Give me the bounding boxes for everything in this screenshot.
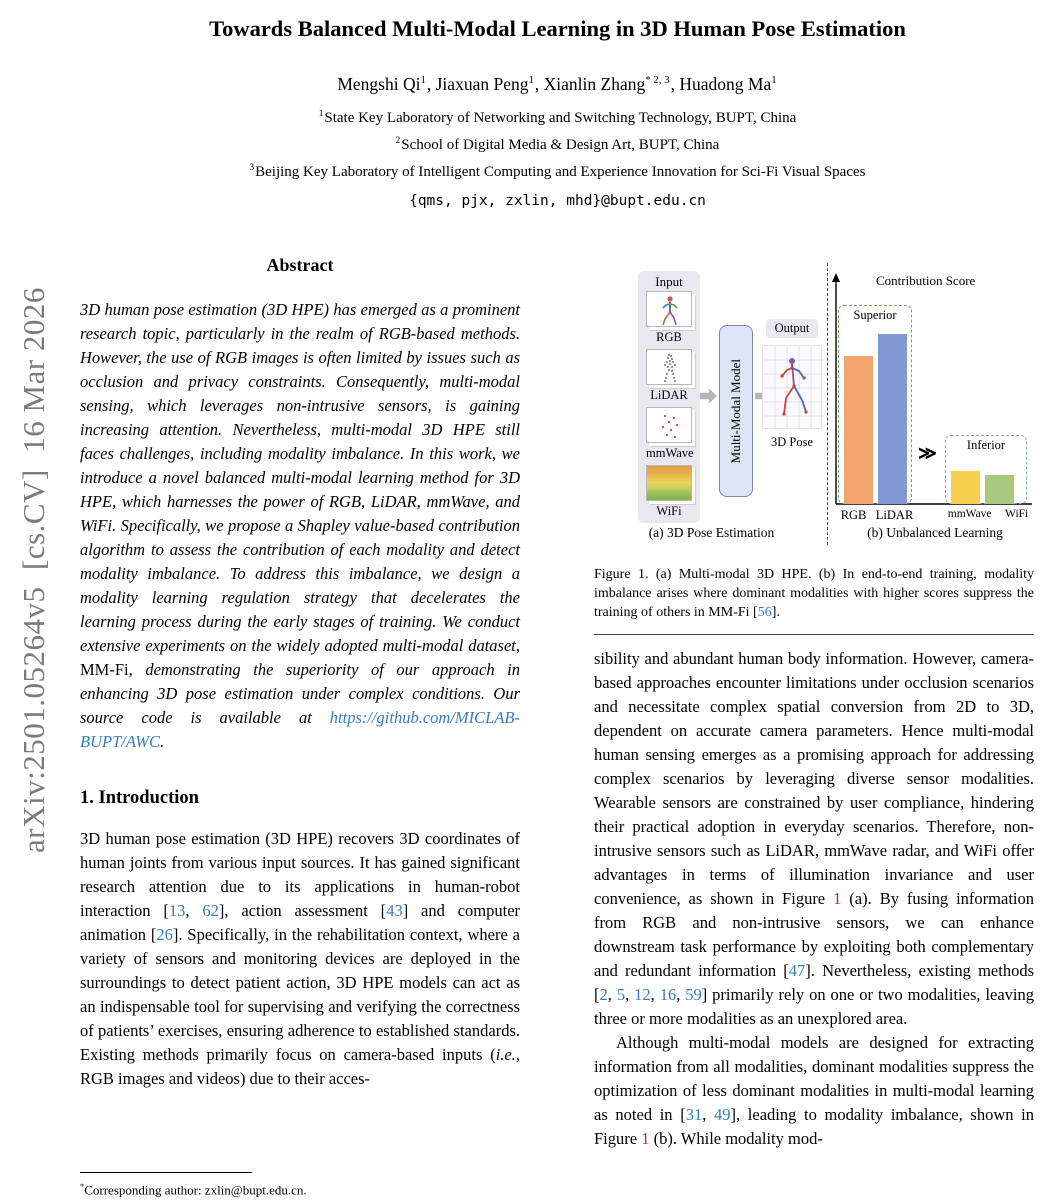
citation-link[interactable]: 59 — [685, 985, 702, 1004]
much-greater-symbol: ≫ — [918, 443, 937, 463]
citation-link[interactable]: 47 — [788, 961, 806, 980]
figure-divider — [827, 263, 828, 545]
bar-label-wifi: WiFi — [1005, 508, 1029, 520]
author-name: Jiaxuan Peng — [435, 74, 529, 94]
author-name: Huadong Ma — [679, 74, 772, 94]
citation-link[interactable]: 16 — [659, 985, 677, 1004]
affiliation-line: $^1$State Key Laboratory of Networking and Switching Technology, BUPT, China — [318, 109, 797, 126]
citation-link[interactable]: 2 — [599, 985, 608, 1004]
lidar-thumbnail — [646, 349, 692, 403]
abstract-paragraph: 3D human pose estimation (3D HPE) has emerged as a prominent research topic, particularly in the realm of RGB-based methods. However, the use of RGB images is often limited by issues such as occlusion and privacy constraints. Consequently, multi-modal sensing, which leverages non-intrusive sensors, is gaining increasing attention. Nevertheless, multi-modal 3D HPE still faces challenges, including modality imbalance. In this work, we introduce a novel balanced multi-modal learning method for 3D HPE, which harnesses the power of RGB, LiDAR, mmWave, and WiFi. Specifically, we propose a Shapley value-based contribution algorithm to assess the contribution of each modality and detect modality imbalance. To address this imbalance, we design a modality learning regulation strategy that decelerates the learning process during the early stages of training. We conduct extensive experiments on the widely adopted multi-modal dataset, MM-Fi, demonstrating the superiority of our approach in enhancing 3D pose estimation under complex conditions. Our source code is available at https://github.com/MICLAB-BUPT/AWC. — [80, 300, 520, 751]
input-panel-label: Input — [655, 274, 683, 289]
multi-modal-model-label: Multi-Modal Model — [728, 358, 743, 464]
right-column — [594, 233, 1034, 1151]
affiliations — [80, 105, 1035, 181]
lidar-sample-image — [646, 349, 692, 385]
arxiv-watermark: arXiv:2501.05264v5 [cs.CV] 16 Mar 2026 — [16, 287, 51, 853]
citation-link[interactable]: 31 — [685, 1105, 703, 1124]
affiliation-line: $^3$Beijing Key Laboratory of Intelligent Computing and Experience Innovation for Sci-Fi Visual Spaces — [249, 163, 866, 180]
lidar-label: LiDAR — [650, 388, 688, 402]
citation-link[interactable]: 49 — [714, 1105, 731, 1124]
citation-link[interactable]: 56 — [757, 605, 772, 620]
bar-label-rgb: RGB — [840, 508, 867, 522]
bar-label-lidar: LiDAR — [875, 508, 914, 522]
footnote — [80, 1172, 520, 1198]
pose-3d-image — [762, 345, 822, 429]
abstract-heading: Abstract — [266, 255, 334, 275]
inferior-bar-labels — [941, 508, 1035, 520]
citation-link[interactable]: 5 — [616, 985, 626, 1004]
inferior-bar-group — [951, 471, 1014, 504]
italic-text: i.e., — [495, 1045, 520, 1064]
figure-1-caption: Figure 1. (a) Multi-modal 3D HPE. (b) In end-to-end training, modality imbalance arises where dominant modalities with higher scores suppress the training of others in MM-Fi [56]. — [594, 567, 1034, 620]
body-paragraph-continuation: sibility and abundant human body information. However, camera-based approaches encounter limitations under occlusion scenarios and necessitate complex spatial conversion from 2D to 3D, dependent on accurate camera parameters. Hence multi-modal human sensing emerges as a promising approach for addressing complex scenarios by leveraging diverse sensor modalities. Wearable sensors are constrained by user compliance, hindering their practical adoption in everyday scenarios. Therefore, non-intrusive sensors such as LiDAR, mmWave radar, and WiFi offer advantages in terms of illumination invariance and user convenience, as shown in Figure 1 (a). By fusing information from RGB and non-intrusive sensors, we can enhance downstream task performance by exploiting both complementary and redundant information [47]. Nevertheless, existing methods [2, 5, 12, 16, 59] primarily rely on one or two modalities, leaving three or more modalities as an unexplored area. — [594, 649, 1035, 1028]
footnote-rule — [80, 1172, 252, 1173]
url-link[interactable]: https://github.com/MICLAB-BUPT/AWC — [80, 708, 520, 751]
subcaption-b: (b) Unbalanced Learning — [867, 525, 1003, 540]
contact-email: {qms, pjx, zxlin, mhd}@bupt.edu.cn — [409, 193, 706, 209]
mmwave-thumbnail — [646, 407, 692, 461]
contribution-chart — [836, 259, 1034, 551]
wifi-sample-image — [646, 465, 692, 501]
superior-bar-group — [844, 334, 907, 504]
body-paragraph-2: Although multi-modal models are designed for extracting information from all modalities, dominant modalities suppress the optimization of less dominant modalities in multi-modal learning as noted in [31, 49], leading to modality imbalance, shown in Figure 1 (b). While modality mod- — [594, 1033, 1035, 1148]
multi-modal-model-box — [719, 325, 753, 497]
footnote-text: *Corresponding author: zxlin@bupt.edu.cn. — [80, 1180, 307, 1197]
author-affiliation-marker: 1 — [528, 74, 534, 87]
pose-3d-label: 3D Pose — [770, 435, 814, 449]
subcaption-a: (a) 3D Pose Estimation — [648, 525, 775, 540]
author-name: Mengshi Qi — [337, 74, 421, 94]
bar-wifi — [985, 475, 1014, 504]
output-label: Output — [766, 319, 818, 338]
figure-ref-link[interactable]: 1 — [641, 1129, 650, 1148]
figure-ref-link[interactable]: 1 — [833, 889, 842, 908]
footnote-marker: * — [80, 1180, 85, 1191]
rgb-thumbnail — [646, 291, 692, 345]
citation-link[interactable]: 43 — [386, 901, 403, 920]
wifi-thumbnail — [646, 465, 692, 519]
two-column-body — [80, 233, 1035, 1151]
paper-header — [80, 16, 1035, 209]
mmwave-sample-image — [646, 407, 692, 443]
author-affiliation-marker: 1 — [420, 74, 426, 87]
section-heading-introduction: 1. Introduction — [80, 788, 199, 808]
author-affiliation-marker: * 2, 3 — [645, 74, 670, 87]
bar-label-mmwave: mmWave — [947, 508, 992, 520]
introduction-paragraph: 3D human pose estimation (3D HPE) recovers 3D coordinates of human joints from various input sources. It has gained significant research attention due to its applications in human-robot interaction [13, 62], action assessment [43] and computer animation [26]. Specifically, in the rehabilitation context, where a variety of sensors and monitoring devices are deployed in the surroundings to detect patient action, 3D HPE models can act as an indispensable tool for supervising and verifying the correctness of patients’ exercises, ensuring adherence to established standards. Existing methods primarily focus on camera-based inputs (i.e., RGB images and videos) due to their acces- — [80, 829, 521, 1088]
left-column — [80, 233, 520, 1151]
citation-link[interactable]: 26 — [156, 925, 173, 944]
inferior-label: Inferior — [966, 438, 1006, 452]
bar-mmwave — [951, 471, 980, 504]
author-affiliation-marker: 1 — [771, 74, 777, 87]
citation-link[interactable]: 12 — [634, 985, 651, 1004]
superior-label: Superior — [853, 308, 897, 322]
author-line: Mengshi Qi$^1$, Jiaxuan Peng$^1$, Xianlin Zhang$^{* 2, 3}$, Huadong Ma$^1$ — [337, 74, 777, 94]
affiliation-line: $^2$School of Digital Media & Design Art, BUPT, China — [395, 136, 720, 153]
rgb-sample-image — [646, 291, 692, 327]
roman-text: MM-Fi — [80, 660, 129, 679]
rgb-label: RGB — [656, 330, 682, 344]
superior-bar-labels — [836, 508, 918, 523]
citation-link[interactable]: 62 — [202, 901, 219, 920]
chart-title: Contribution Score — [876, 273, 976, 288]
citation-link[interactable]: 13 — [168, 901, 186, 920]
bar-lidar — [878, 334, 907, 504]
paper-title: Towards Balanced Multi-Modal Learning in 3D Human Pose Estimation — [209, 16, 906, 41]
arrow-input-to-model-icon — [700, 387, 717, 405]
author-name: Xianlin Zhang — [543, 74, 646, 94]
figure-1 — [594, 259, 1034, 551]
mmwave-label: mmWave — [646, 446, 694, 460]
wifi-label: WiFi — [656, 504, 682, 518]
figure-caption-rule — [594, 634, 1034, 635]
bar-rgb — [844, 356, 873, 504]
